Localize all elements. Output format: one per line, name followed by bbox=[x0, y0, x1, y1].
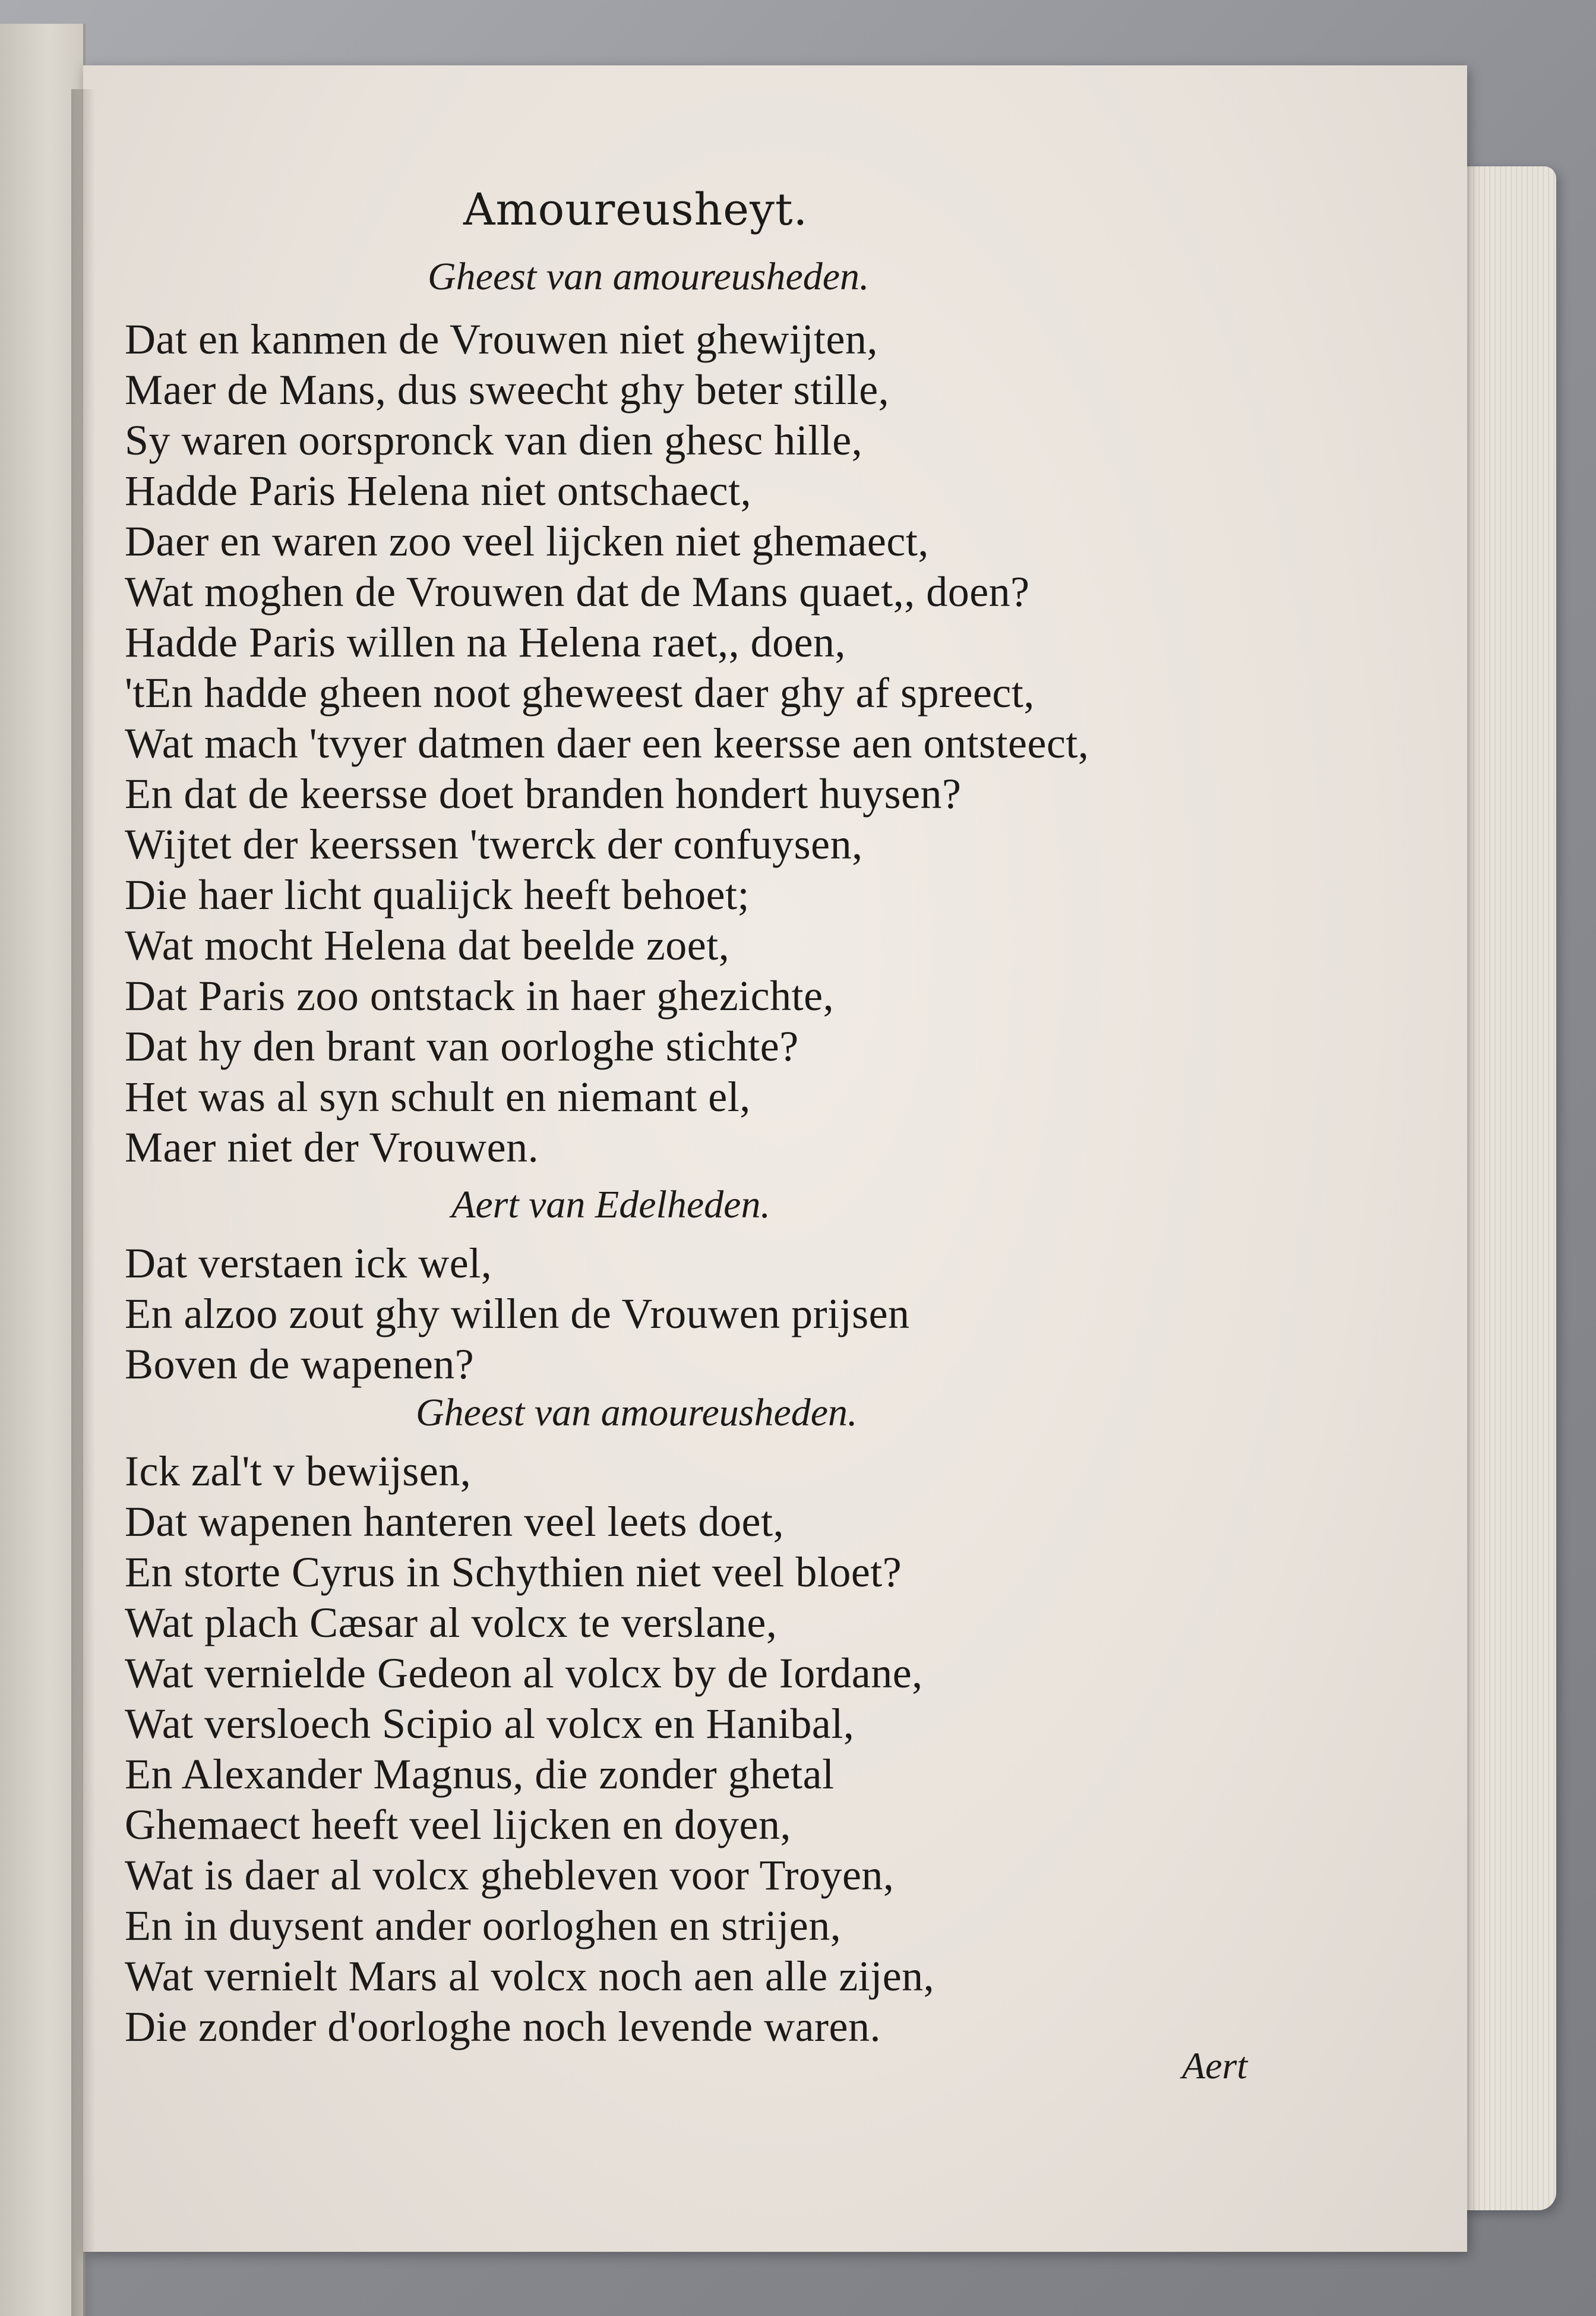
verse-line: En in duysent ander oorloghen en strijen, bbox=[125, 1902, 842, 1949]
verse-line: Wat plach Cæsar al volcx te verslane, bbox=[125, 1599, 778, 1646]
running-head: Amoureusheyt. bbox=[463, 184, 808, 235]
verse-line: En dat de keersse doet branden hondert huysen? bbox=[125, 770, 962, 818]
verse-line: 'tEn hadde gheen noot gheweest daer ghy af spreect, bbox=[125, 669, 1035, 717]
verse-line: Wijtet der keerssen 'twerck der confuysen, bbox=[125, 821, 863, 868]
verse-line: Ghemaect heeft veel lijcken en doyen, bbox=[125, 1801, 791, 1848]
verse-line: Wat vernielde Gedeon al volcx by de Iordane, bbox=[125, 1649, 923, 1697]
verse-line: Die haer licht qualijck heeft behoet; bbox=[125, 871, 750, 919]
verse-line: Wat versloech Scipio al volcx en Hanibal, bbox=[125, 1700, 855, 1747]
verse-line: Maer niet der Vrouwen. bbox=[125, 1124, 539, 1171]
speaker-heading-3: Gheest van amoureusheden. bbox=[416, 1391, 858, 1434]
catchword: Aert bbox=[1182, 2044, 1248, 2087]
verse-line: Dat hy den brant van oorloghe stichte? bbox=[125, 1023, 799, 1070]
speaker-heading-1: Gheest van amoureusheden. bbox=[428, 255, 870, 298]
verse-line: Wat mocht Helena dat beelde zoet, bbox=[125, 922, 730, 969]
verse-line: Maer de Mans, dus sweecht ghy beter stille, bbox=[125, 366, 890, 414]
verse-line: Sy waren oorspronck van dien ghesc hille, bbox=[125, 416, 863, 464]
verse-line: Dat en kanmen de Vrouwen niet ghewijten, bbox=[125, 315, 878, 363]
verse-line: Wat moghen de Vrouwen dat de Mans quaet,, doen? bbox=[125, 568, 1030, 616]
verse-line: Dat wapenen hanteren veel leets doet, bbox=[125, 1498, 784, 1545]
verse-line: En alzoo zout ghy willen de Vrouwen prijsen bbox=[125, 1290, 910, 1337]
speaker-heading-2: Aert van Edelheden. bbox=[451, 1183, 770, 1226]
verse-line: Dat Paris zoo ontstack in haer ghezichte, bbox=[125, 972, 835, 1020]
verse-line: Wat vernielt Mars al volcx noch aen alle zijen, bbox=[125, 1952, 935, 2000]
verse-line: En storte Cyrus in Schythien niet veel bloet? bbox=[125, 1548, 902, 1596]
verse-line: Het was al syn schult en niemant el, bbox=[125, 1073, 751, 1121]
verse-line: Wat mach 'tvyer datmen daer een keersse aen ontsteect, bbox=[125, 720, 1089, 767]
verse-line: Daer en waren zoo veel lijcken niet ghemaect, bbox=[125, 518, 929, 565]
verse-line: Ick zal't v bewijsen, bbox=[125, 1447, 472, 1495]
verse-line: Die zonder d'oorloghe noch levende waren. bbox=[125, 2003, 881, 2050]
book-page bbox=[83, 65, 1467, 2252]
page-gutter-shadow bbox=[71, 89, 95, 2316]
verse-line: Wat is daer al volcx ghebleven voor Troyen, bbox=[125, 1851, 895, 1899]
verse-line: Boven de wapenen? bbox=[125, 1340, 475, 1388]
verse-line: Dat verstaen ick wel, bbox=[125, 1239, 492, 1287]
verse-line: Hadde Paris Helena niet ontschaect, bbox=[125, 467, 752, 515]
verse-line: En Alexander Magnus, die zonder ghetal bbox=[125, 1750, 835, 1798]
verse-line: Hadde Paris willen na Helena raet,, doen, bbox=[125, 619, 846, 666]
